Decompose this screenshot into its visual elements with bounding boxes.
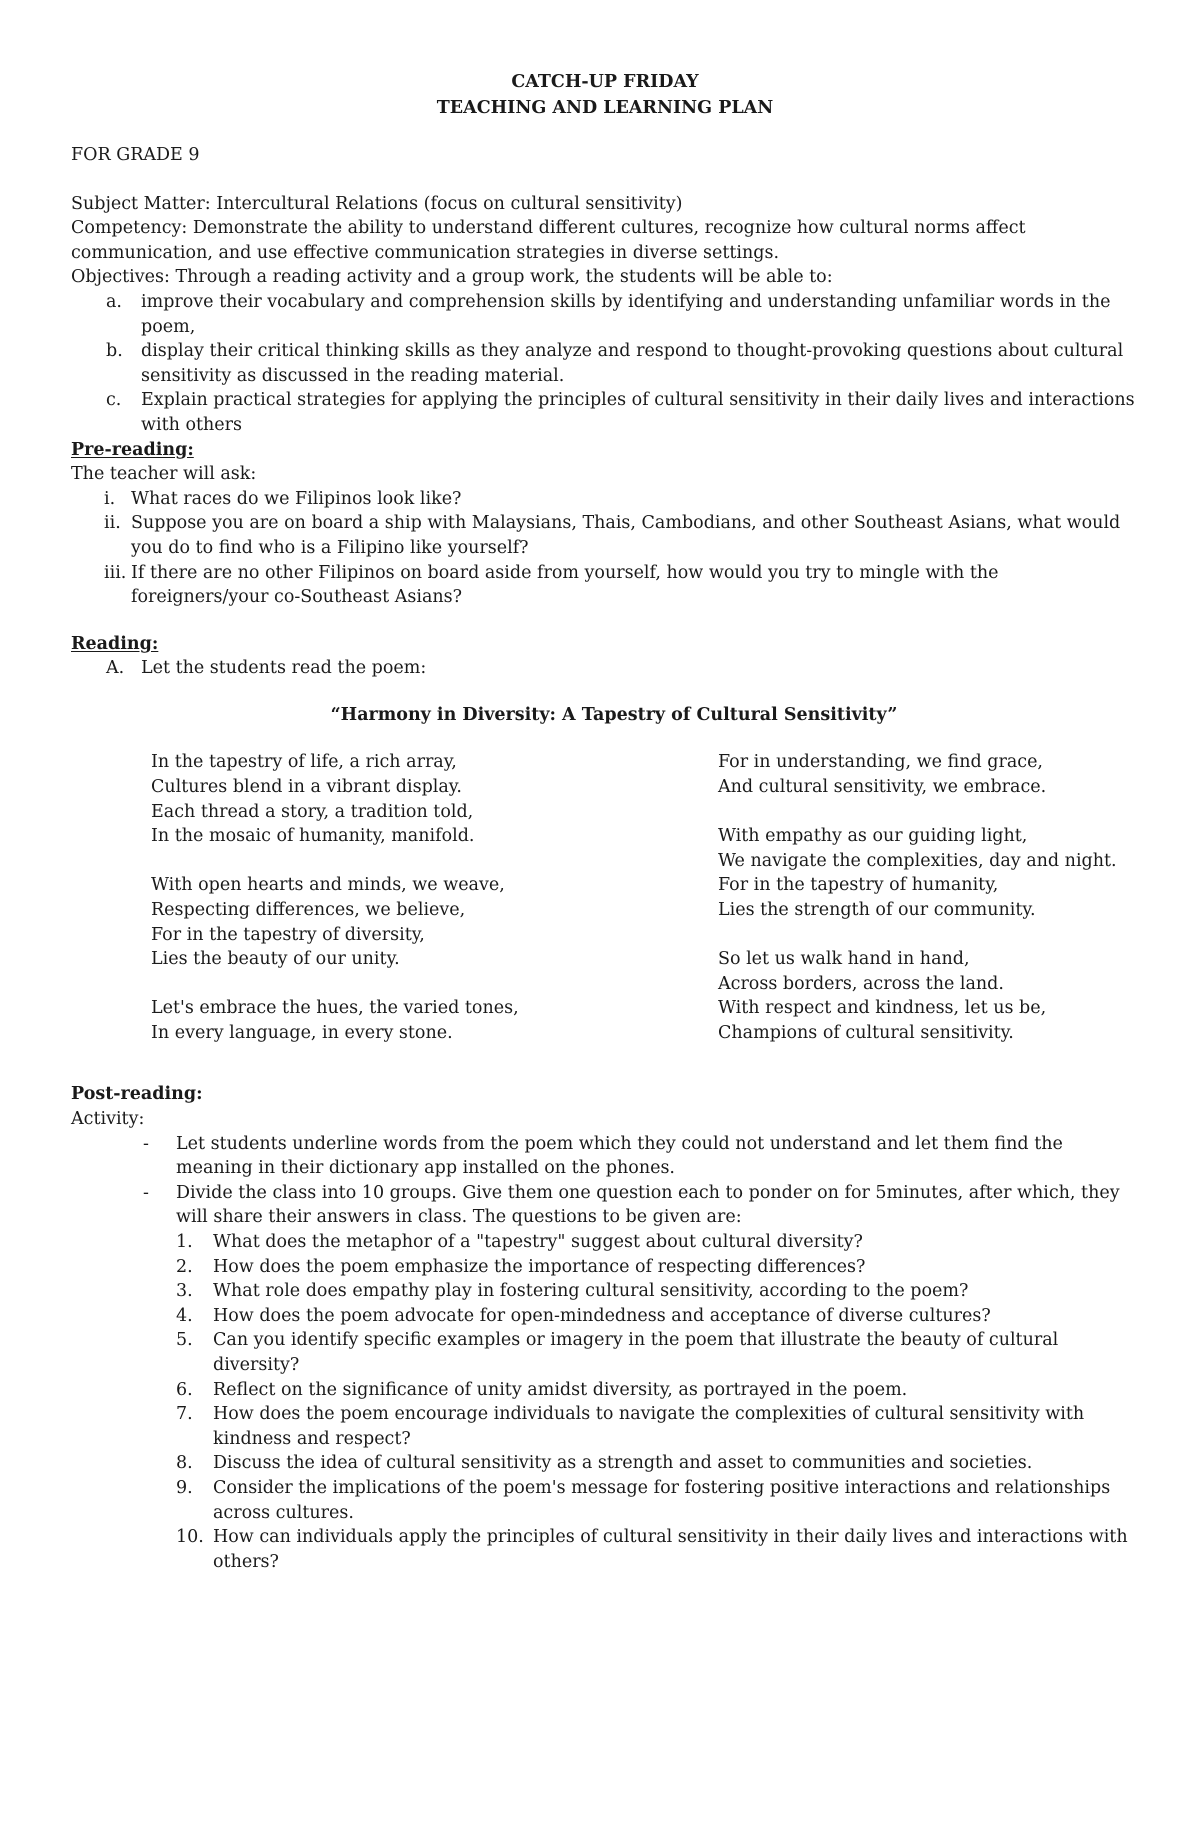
poem-right-column <box>718 750 1158 1070</box>
document-title-line-2: TEACHING AND LEARNING PLAN <box>436 97 774 118</box>
poem-title: “Harmony in Diversity: A Tapestry of Cultural Sensitivity” <box>330 704 898 725</box>
poem-line: Cultures blend in a vibrant display. <box>151 777 462 798</box>
list-marker: 4. <box>176 1305 193 1326</box>
poem-stanza <box>718 824 1158 922</box>
list-item-text: Suppose you are on board a ship with Malaysians, Thais, Cambodians, and other Southeast Asians, what would you do to find who is a Filipino like yourself? <box>131 513 1121 558</box>
list-item-text: Explain practical strategies for applying the principles of cultural sensitivity in their daily lives and interactions with others <box>141 390 1135 435</box>
list-item-text: What races do we Filipinos look like? <box>131 488 462 509</box>
document-title-line-1: CATCH-UP FRIDAY <box>511 72 699 92</box>
poem-line: Respecting differences, we believe, <box>151 900 466 921</box>
poem-stanza <box>151 996 671 1045</box>
list-item-text: How does the poem encourage individuals to navigate the complexities of cultural sensitivity with kindness and respect? <box>213 1404 1085 1449</box>
list-item <box>71 1476 1141 1525</box>
objectives-list <box>71 290 1141 438</box>
list-marker: A. <box>106 658 125 679</box>
poem-line: Lies the beauty of our unity. <box>151 949 400 970</box>
reading-step <box>71 656 1141 681</box>
list-item <box>71 339 1141 388</box>
poem <box>71 750 1141 1070</box>
list-item <box>71 1451 1141 1476</box>
list-item <box>71 1378 1141 1403</box>
poem-line: With empathy as our guiding light, <box>718 826 1028 847</box>
list-marker: 1. <box>176 1232 193 1253</box>
list-marker: 8. <box>176 1453 193 1474</box>
poem-line: Lies the strength of our community. <box>718 900 1036 921</box>
list-item <box>71 561 1141 610</box>
list-marker: 10. <box>176 1527 204 1548</box>
list-item-text: If there are no other Filipinos on board aside from yourself, how would you try to mingle with the foreigners/your co-Southeast Asians? <box>131 562 999 608</box>
subject-matter: Subject Matter: Intercultural Relations (focus on cultural sensitivity) <box>71 193 683 214</box>
pre-reading-heading: Pre-reading: <box>71 439 194 460</box>
list-marker: - <box>143 1133 149 1154</box>
list-marker: 5. <box>176 1330 193 1351</box>
pre-reading-questions <box>71 487 1141 610</box>
list-marker: 7. <box>176 1404 193 1425</box>
poem-stanza <box>151 750 671 848</box>
list-item <box>71 1525 1141 1574</box>
list-item-text: Consider the implications of the poem's message for fostering positive interactions and relationships across cultures. <box>213 1477 1111 1523</box>
poem-stanza <box>151 873 671 971</box>
poem-line: So let us walk hand in hand, <box>718 949 970 970</box>
poem-stanza <box>718 947 1158 1045</box>
list-marker: i. <box>104 488 116 509</box>
poem-line: In the tapestry of life, a rich array, <box>151 752 457 773</box>
poem-line: For in understanding, we find grace, <box>718 752 1043 773</box>
list-marker: ii. <box>104 513 121 534</box>
poem-line: For in the tapestry of diversity, <box>151 924 425 945</box>
poem-line: And cultural sensitivity, we embrace. <box>718 777 1047 798</box>
list-item-text: How does the poem emphasize the importance of respecting differences? <box>213 1256 866 1277</box>
poem-line: For in the tapestry of humanity, <box>718 875 999 896</box>
list-item <box>71 1181 1141 1230</box>
reading-step-text: Let the students read the poem: <box>141 658 427 679</box>
reading-heading: Reading: <box>71 633 159 654</box>
list-item-text: improve their vocabulary and comprehension skills by identifying and understanding unfamiliar words in the poem, <box>141 291 1111 337</box>
poem-line: Champions of cultural sensitivity. <box>718 1023 1014 1043</box>
list-item <box>71 1328 1141 1377</box>
list-item-text: Can you identify specific examples or imagery in the poem that illustrate the beauty of cultural diversity? <box>213 1330 1059 1375</box>
list-item <box>71 1255 1141 1280</box>
list-item <box>71 487 1141 512</box>
list-marker: b. <box>106 341 123 362</box>
poem-line: We navigate the complexities, day and night. <box>718 850 1117 871</box>
poem-line: Across borders, across the land. <box>718 973 1004 994</box>
list-item <box>71 511 1141 560</box>
list-item-text: Divide the class into 10 groups. Give them one question each to ponder on for 5minutes, after which, they will share their answers in class. The questions to be given are: <box>176 1182 1120 1228</box>
poem-line: In every language, in every stone. <box>151 1023 453 1043</box>
list-marker: iii. <box>104 562 127 583</box>
poem-line: Let's embrace the hues, the varied tones, <box>151 998 519 1019</box>
objectives-intro: Objectives: Through a reading activity and a group work, the students will be able to: <box>71 267 833 288</box>
list-item-text: display their critical thinking skills as they analyze and respond to thought-provoking questions about cultural sensitivity as discussed in the reading material. <box>141 341 1124 386</box>
poem-line: Each thread a story, a tradition told, <box>151 801 474 822</box>
document-page <box>71 70 1141 1574</box>
list-item-text: What role does empathy play in fostering cultural sensitivity, according to the poem? <box>213 1281 969 1302</box>
poem-line: In the mosaic of humanity, manifold. <box>151 826 475 847</box>
list-item-text: What does the metaphor of a "tapestry" suggest about cultural diversity? <box>213 1232 863 1253</box>
list-marker: - <box>143 1182 149 1203</box>
pre-reading-intro: The teacher will ask: <box>71 464 257 485</box>
list-marker: 3. <box>176 1281 193 1302</box>
list-item-text: Discuss the idea of cultural sensitivity as a strength and asset to communities and societies. <box>213 1453 1033 1474</box>
list-item <box>71 1230 1141 1255</box>
list-item-text: How does the poem advocate for open-mindedness and acceptance of diverse cultures? <box>213 1305 991 1326</box>
discussion-questions <box>71 1230 1141 1574</box>
list-item <box>71 1279 1141 1304</box>
list-item-text: Reflect on the significance of unity amidst diversity, as portrayed in the poem. <box>213 1379 908 1400</box>
list-marker: c. <box>106 390 122 411</box>
competency: Competency: Demonstrate the ability to understand different cultures, recognize how cultural norms affect communication, and use effective communication strategies in diverse settings. <box>71 218 1026 263</box>
poem-line: With respect and kindness, let us be, <box>718 998 1047 1019</box>
list-marker: 2. <box>176 1256 193 1277</box>
activity-list <box>71 1132 1141 1230</box>
poem-line: With open hearts and minds, we weave, <box>151 875 505 896</box>
list-item <box>71 1304 1141 1329</box>
poem-left-column <box>151 750 671 1070</box>
list-marker: a. <box>106 291 122 312</box>
list-item <box>71 388 1141 437</box>
list-item-text: How can individuals apply the principles of cultural sensitivity in their daily lives and interactions with others? <box>213 1527 1128 1572</box>
grade-level: FOR GRADE 9 <box>71 145 200 165</box>
list-marker: 9. <box>176 1477 193 1498</box>
list-item <box>71 290 1141 339</box>
list-item-text: Let students underline words from the poem which they could not understand and let them find the meaning in their dictionary app installed on the phones. <box>176 1133 1063 1179</box>
list-item <box>71 1132 1141 1181</box>
post-reading-heading: Post-reading: <box>71 1084 203 1105</box>
activity-label: Activity: <box>71 1109 145 1130</box>
poem-stanza <box>718 750 1158 799</box>
list-item <box>71 1402 1141 1451</box>
list-marker: 6. <box>176 1379 193 1400</box>
